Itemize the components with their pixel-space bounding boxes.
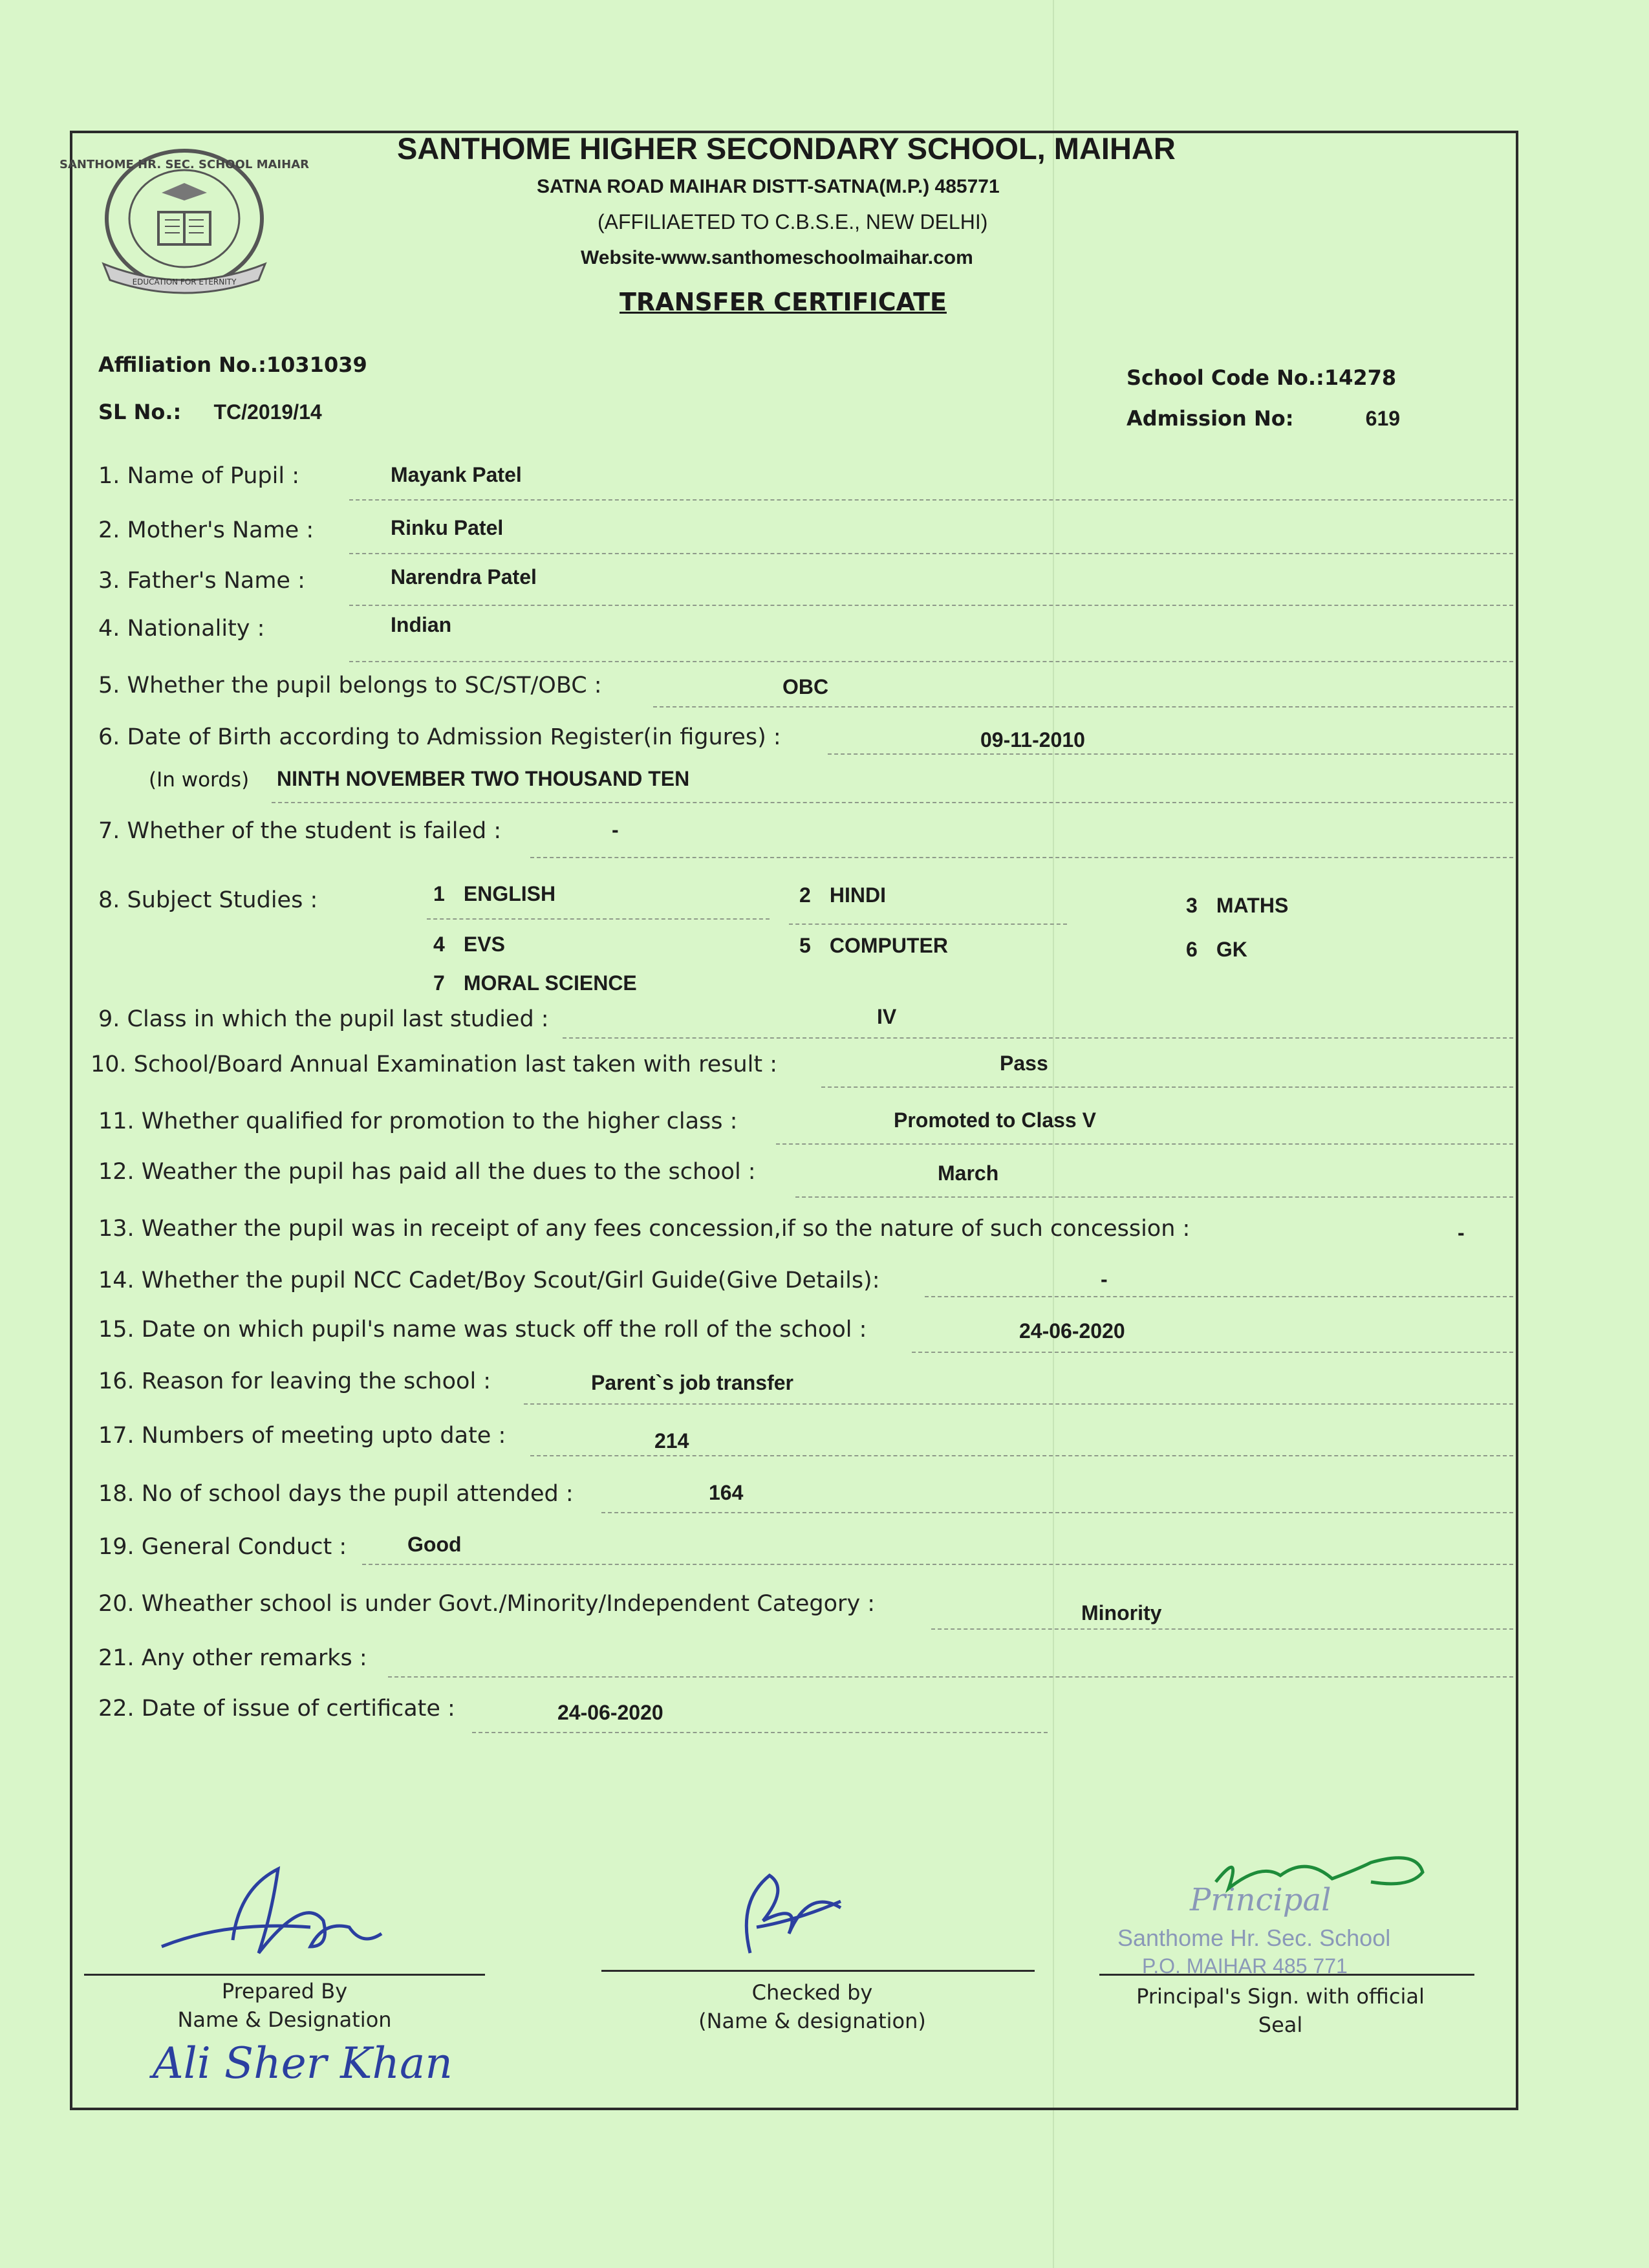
field-20-label: 20. Wheather school is under Govt./Minority/Independent Category : [98,1591,876,1617]
subject-5 [799,934,948,958]
subject-number: 2 [799,883,811,907]
dotted-line [789,923,1067,925]
dotted-line [795,1196,1513,1198]
field-9-label: 9. Class in which the pupil last studied : [98,1006,549,1032]
school-logo [59,147,309,296]
field-4-label: 4. Nationality : [98,616,265,642]
school-website: Website-www.santhomeschoolmaihar.com [581,247,973,268]
dotted-line [349,605,1513,606]
field-12-value: March [938,1161,999,1185]
checked-line-1: Checked by [751,1980,873,2005]
field-11-label: 11. Whether qualified for promotion to the higher class : [98,1108,738,1134]
logo-school-name: SANTHOME HR. SEC. SCHOOL MAIHAR [59,158,309,171]
field-19-label: 19. General Conduct : [98,1534,347,1560]
field-10-label: 10. School/Board Annual Examination last taken with result : [91,1052,778,1077]
field-18-value: 164 [709,1481,744,1504]
field-15-value: 24-06-2020 [1019,1319,1125,1343]
dotted-line [272,802,1513,803]
subject-number: 6 [1186,938,1198,961]
principal-line-1: Principal's Sign. with official [1136,1984,1425,2009]
school-crest-icon [59,147,309,296]
dotted-line [524,1403,1513,1405]
prepared-by-signature [149,1850,407,1979]
school-code [1126,365,1396,390]
field-17-value: 214 [654,1429,689,1453]
subject-number: 4 [433,933,445,956]
field-20-value: Minority [1081,1601,1162,1625]
principal-line-2: Seal [1258,2013,1303,2037]
field-16-label: 16. Reason for leaving the school : [98,1368,491,1394]
field-2-label: 2. Mother's Name : [98,517,314,543]
dotted-line [427,918,770,920]
field-8-label: 8. Subject Studies : [98,887,318,913]
dotted-line [530,1455,1513,1456]
field-7-value: - [612,818,619,841]
field-13-label: 13. Weather the pupil was in receipt of any fees concession,if so the nature of such concession : [98,1216,1191,1242]
field-9-value: IV [877,1005,897,1028]
subject-number: 3 [1186,894,1198,917]
field-6-value: 09-11-2010 [980,728,1085,751]
seal-school: Santhome Hr. Sec. School [1117,1925,1391,1951]
subject-name: MORAL SCIENCE [463,971,637,995]
field-22-label: 22. Date of issue of certificate : [98,1696,455,1722]
prepared-by-label [155,1979,414,2032]
field-14-label: 14. Whether the pupil NCC Cadet/Boy Scout/Girl Guide(Give Details): [98,1268,880,1293]
subject-name: MATHS [1216,894,1289,917]
field-21-label: 21. Any other remarks : [98,1645,367,1671]
admission-label: Admission No: [1126,406,1294,431]
subject-name: HINDI [829,883,886,907]
admission-no [1126,406,1400,431]
checked-line-2: (Name & designation) [698,2009,926,2033]
field-19-value: Good [407,1533,462,1556]
dotted-line [601,1512,1513,1513]
subject-number: 7 [433,971,445,995]
checked-by-signature [711,1863,854,1966]
subject-number: 1 [433,882,445,905]
sl-label: SL No.: [98,400,182,424]
affiliation-no [98,352,367,377]
sl-value: TC/2019/14 [213,400,322,424]
affiliation-label: Affiliation No.: [98,352,266,377]
subject-name: ENGLISH [463,882,556,905]
field-18-label: 18. No of school days the pupil attended : [98,1481,574,1507]
field-15-label: 15. Date on which pupil's name was stuck off the roll of the school : [98,1317,867,1343]
field-3-label: 3. Father's Name : [98,568,305,594]
field-6-words-label: (In words) [149,768,250,792]
affiliation-value: 1031039 [266,352,367,377]
principal-label [1112,1984,1449,2037]
subject-2 [799,883,886,907]
field-1-value: Mayank Patel [391,463,522,486]
dotted-line [362,1564,1513,1565]
field-17-label: 17. Numbers of meeting upto date : [98,1423,506,1449]
prepared-line-2: Name & Designation [177,2007,392,2032]
seal-po: P.O. MAIHAR 485 771 [1142,1954,1348,1978]
field-4-value: Indian [391,613,452,636]
field-5-value: OBC [782,675,829,698]
field-6-words-value: NINTH NOVEMBER TWO THOUSAND TEN [277,767,690,790]
subject-7 [433,971,637,995]
field-11-value: Promoted to Class V [894,1108,1096,1132]
field-2-value: Rinku Patel [391,516,504,539]
sl-no [98,400,322,424]
subject-6 [1186,938,1247,962]
field-10-value: Pass [1000,1052,1048,1075]
checked-signature-line [601,1970,1035,1972]
school-address: SATNA ROAD MAIHAR DISTT-SATNA(M.P.) 485771 [537,176,1000,197]
field-16-value: Parent`s job transfer [591,1371,793,1394]
school-code-value: 14278 [1324,365,1397,390]
subject-1 [433,882,555,906]
dotted-line [530,857,1513,858]
field-5-label: 5. Whether the pupil belongs to SC/ST/OBC : [98,673,602,698]
subject-4 [433,933,505,956]
dotted-line [931,1628,1513,1630]
dotted-line [912,1352,1513,1353]
dotted-line [349,661,1513,662]
field-22-value: 24-06-2020 [557,1701,663,1724]
checked-by-label [683,1980,942,2033]
field-14-value: - [1101,1268,1108,1291]
subject-number: 5 [799,934,811,957]
dotted-line [653,706,1513,707]
dotted-line [776,1143,1513,1145]
dotted-line [925,1296,1513,1297]
dotted-line [349,553,1513,554]
admission-value: 619 [1365,407,1401,430]
subject-name: GK [1216,938,1247,961]
dotted-line [828,753,1513,755]
field-1-label: 1. Name of Pupil : [98,463,300,489]
subject-3 [1186,894,1288,918]
dotted-line [821,1086,1513,1088]
field-6-label: 6. Date of Birth according to Admission Register(in figures) : [98,724,781,750]
field-3-value: Narendra Patel [391,565,537,589]
doc-title: TRANSFER CERTIFICATE [620,288,947,316]
principal-signature-line [1099,1974,1474,1976]
subject-name: EVS [463,933,505,956]
field-13-value: - [1458,1221,1465,1244]
dotted-line [349,499,1513,501]
subject-name: COMPUTER [829,934,948,957]
seal-principal: Principal [1190,1882,1331,1918]
prepared-line-1: Prepared By [221,1979,348,2003]
field-7-label: 7. Whether of the student is failed : [98,818,502,844]
dotted-line [563,1037,1513,1039]
field-12-label: 12. Weather the pupil has paid all the dues to the school : [98,1159,756,1185]
school-name: SANTHOME HIGHER SECONDARY SCHOOL, MAIHAR [397,131,1176,166]
affiliation-line: (AFFILIAETED TO C.B.S.E., NEW DELHI) [598,210,988,233]
logo-motto: EDUCATION FOR ETERNITY [132,277,237,286]
prepared-signature-line [84,1974,485,1976]
school-code-label: School Code No.: [1126,365,1324,390]
dotted-line [388,1676,1513,1678]
dotted-line [472,1732,1048,1733]
handwritten-preparer-name: Ali Sher Khan [153,2038,453,2088]
